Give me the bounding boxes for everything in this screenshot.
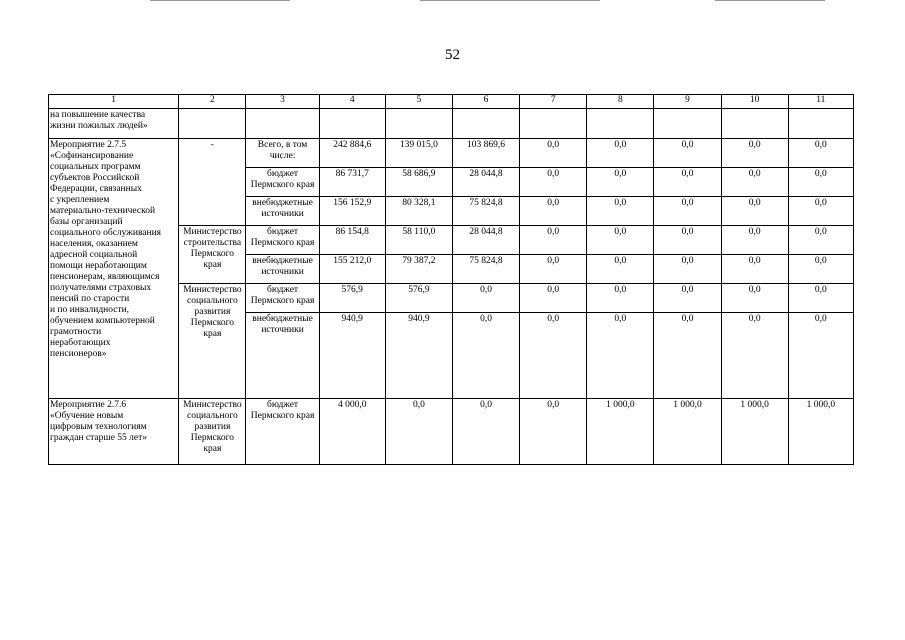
- table-row: [49, 399, 854, 465]
- header-cell: 11: [788, 95, 853, 109]
- executor-cell: Министерство социального развития Пермского края: [179, 284, 246, 399]
- value-cell: 0,0: [721, 284, 788, 313]
- empty-cell: [179, 109, 246, 139]
- value-cell: 0,0: [788, 139, 853, 168]
- value-cell: 0,0: [520, 168, 587, 197]
- value-cell: 0,0: [520, 284, 587, 313]
- value-cell: 156 152,9: [319, 197, 385, 226]
- table-row: [49, 109, 854, 139]
- value-cell: 58 686,9: [385, 168, 452, 197]
- value-cell: 576,9: [319, 284, 385, 313]
- activity-name-cell: на повышение качества жизни пожилых людей»: [49, 109, 179, 139]
- source-cell: бюджет Пермского края: [246, 284, 319, 313]
- value-cell: 0,0: [587, 313, 654, 399]
- empty-cell: [654, 109, 721, 139]
- value-cell: 0,0: [721, 168, 788, 197]
- top-edge-line-right: [715, 0, 825, 1]
- value-cell: 940,9: [385, 313, 452, 399]
- source-cell: бюджет Пермского края: [246, 226, 319, 255]
- header-cell: 9: [654, 95, 721, 109]
- value-cell: 4 000,0: [319, 399, 385, 465]
- top-edge-line-mid: [420, 0, 600, 1]
- value-cell: 0,0: [654, 313, 721, 399]
- value-cell: 0,0: [721, 197, 788, 226]
- value-cell: 940,9: [319, 313, 385, 399]
- value-cell: 0,0: [788, 255, 853, 284]
- empty-cell: [520, 109, 587, 139]
- value-cell: 28 044,8: [452, 168, 519, 197]
- value-cell: 1 000,0: [721, 399, 788, 465]
- value-cell: 0,0: [452, 284, 519, 313]
- value-cell: 0,0: [788, 226, 853, 255]
- value-cell: 80 328,1: [385, 197, 452, 226]
- activity-name-cell: Мероприятие 2.7.5 «Софинансирование социальных программ субъектов Российской Федерации, связанных с укреплением материально-технической базы организаций социального обслуживания населения, оказанием адресной социальной помощи неработающим пенсионерам, являющимся получателями страховых пенсий по старости и по инвалидности, обучением компьютерной грамотности неработающих пенсионеров»: [49, 139, 179, 399]
- value-cell: 86 731,7: [319, 168, 385, 197]
- page-number: 52: [445, 47, 460, 63]
- value-cell: 576,9: [385, 284, 452, 313]
- value-cell: 155 212,0: [319, 255, 385, 284]
- value-cell: 0,0: [587, 168, 654, 197]
- value-cell: 0,0: [520, 139, 587, 168]
- activity-name-cell: Мероприятие 2.7.6 «Обучение новым цифровым технологиям граждан старше 55 лет»: [49, 399, 179, 465]
- value-cell: 0,0: [721, 313, 788, 399]
- value-cell: 0,0: [654, 197, 721, 226]
- top-edge-line-left: [150, 0, 290, 1]
- empty-cell: [385, 109, 452, 139]
- value-cell: 58 110,0: [385, 226, 452, 255]
- executor-cell: -: [179, 139, 246, 226]
- value-cell: 0,0: [788, 313, 853, 399]
- value-cell: 0,0: [654, 226, 721, 255]
- value-cell: 0,0: [654, 139, 721, 168]
- header-cell: 4: [319, 95, 385, 109]
- value-cell: 0,0: [520, 399, 587, 465]
- header-cell: 2: [179, 95, 246, 109]
- empty-cell: [788, 109, 853, 139]
- value-cell: 0,0: [587, 197, 654, 226]
- value-cell: 0,0: [654, 168, 721, 197]
- source-cell: бюджет Пермского края: [246, 168, 319, 197]
- value-cell: 86 154,8: [319, 226, 385, 255]
- value-cell: 0,0: [654, 284, 721, 313]
- value-cell: 0,0: [788, 197, 853, 226]
- header-cell: 5: [385, 95, 452, 109]
- empty-cell: [587, 109, 654, 139]
- header-row: [49, 95, 854, 109]
- value-cell: 0,0: [587, 226, 654, 255]
- executor-cell: Министерство социального развития Пермского края: [179, 399, 246, 465]
- value-cell: 0,0: [788, 284, 853, 313]
- empty-cell: [246, 109, 319, 139]
- value-cell: 0,0: [788, 168, 853, 197]
- value-cell: 0,0: [721, 139, 788, 168]
- value-cell: 28 044,8: [452, 226, 519, 255]
- value-cell: 0,0: [520, 255, 587, 284]
- header-cell: 3: [246, 95, 319, 109]
- value-cell: 0,0: [587, 255, 654, 284]
- value-cell: 0,0: [721, 255, 788, 284]
- source-cell: внебюджетные источники: [246, 313, 319, 399]
- empty-cell: [319, 109, 385, 139]
- value-cell: 0,0: [654, 255, 721, 284]
- value-cell: 0,0: [587, 284, 654, 313]
- header-cell: 10: [721, 95, 788, 109]
- value-cell: 139 015,0: [385, 139, 452, 168]
- value-cell: 103 869,6: [452, 139, 519, 168]
- value-cell: 75 824,8: [452, 255, 519, 284]
- value-cell: 0,0: [385, 399, 452, 465]
- value-cell: 1 000,0: [788, 399, 853, 465]
- header-cell: 6: [452, 95, 519, 109]
- header-cell: 7: [520, 95, 587, 109]
- source-cell: бюджет Пермского края: [246, 399, 319, 465]
- header-cell: 8: [587, 95, 654, 109]
- source-cell: Всего, в том числе:: [246, 139, 319, 168]
- value-cell: 0,0: [587, 139, 654, 168]
- source-cell: внебюджетные источники: [246, 255, 319, 284]
- value-cell: 79 387,2: [385, 255, 452, 284]
- value-cell: 242 884,6: [319, 139, 385, 168]
- value-cell: 0,0: [452, 399, 519, 465]
- value-cell: 75 824,8: [452, 197, 519, 226]
- value-cell: 1 000,0: [587, 399, 654, 465]
- table-row: [49, 139, 854, 168]
- value-cell: 1 000,0: [654, 399, 721, 465]
- budget-table: [48, 94, 854, 465]
- value-cell: 0,0: [520, 313, 587, 399]
- source-cell: внебюджетные источники: [246, 197, 319, 226]
- value-cell: 0,0: [452, 313, 519, 399]
- value-cell: 0,0: [520, 226, 587, 255]
- empty-cell: [452, 109, 519, 139]
- executor-cell: Министерство строительства Пермского края: [179, 226, 246, 284]
- value-cell: 0,0: [520, 197, 587, 226]
- header-cell: 1: [49, 95, 179, 109]
- empty-cell: [721, 109, 788, 139]
- value-cell: 0,0: [721, 226, 788, 255]
